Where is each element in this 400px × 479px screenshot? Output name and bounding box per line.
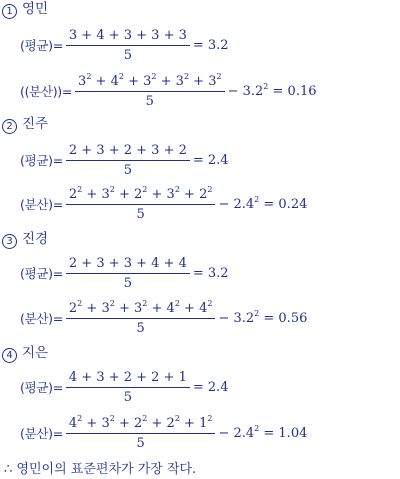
variance-tail: − $3.2^2 = 0.16$ — [227, 81, 317, 99]
mean-label: (평균)= — [20, 153, 63, 168]
student-heading — [2, 116, 48, 134]
variance-label: ((분산))= — [20, 84, 73, 99]
mean-fraction — [66, 28, 190, 63]
variance-denominator: 5 — [145, 93, 154, 109]
variance-equation — [20, 413, 307, 453]
student-name: 지은 — [22, 345, 49, 361]
number-marker: 2 — [2, 119, 17, 134]
mean-denominator: 5 — [123, 275, 133, 291]
variance-denominator: 5 — [136, 320, 145, 336]
mean-denominator: 5 — [123, 389, 133, 405]
student-heading — [2, 345, 48, 363]
number-marker: 3 — [2, 234, 17, 249]
mean-numerator: 3 + 4 + 3 + 3 + 3 — [66, 28, 190, 46]
variance-denominator: 5 — [136, 435, 145, 451]
student-name: 진주 — [22, 116, 49, 132]
student-name: 진경 — [22, 231, 49, 247]
mean-equation — [20, 253, 229, 293]
mean-result: = 3.2 — [192, 37, 229, 53]
variance-fraction — [66, 184, 216, 222]
number-marker: 1 — [2, 4, 17, 19]
variance-fraction — [66, 413, 216, 451]
mean-fraction — [66, 256, 190, 291]
conclusion-text: ∴ 영민이의 표준편차가 가장 작다. — [4, 462, 197, 477]
variance-equation — [20, 298, 307, 338]
mean-fraction — [66, 143, 190, 178]
mean-result: = 2.4 — [192, 152, 229, 168]
mean-label: (평균)= — [20, 266, 63, 281]
variance-numerator: $2^2 + 3^2 + 3^2 + 4^2 + 4^2$ — [66, 301, 216, 319]
mean-denominator: 5 — [123, 162, 133, 178]
variance-fraction — [75, 71, 225, 109]
student-heading — [2, 1, 48, 19]
variance-label: (분산)= — [20, 426, 63, 441]
mean-numerator: 4 + 3 + 2 + 2 + 1 — [66, 370, 190, 388]
variance-numerator: $3^2 + 4^2 + 3^2 + 3^2 + 3^2$ — [75, 74, 225, 92]
mean-label: (평균)= — [20, 380, 63, 395]
variance-denominator: 5 — [136, 206, 145, 222]
mean-equation — [20, 367, 229, 407]
mean-denominator: 5 — [123, 47, 133, 63]
mean-fraction — [66, 370, 190, 405]
mean-equation — [20, 25, 229, 65]
mean-numerator: 2 + 3 + 3 + 4 + 4 — [66, 256, 190, 274]
variance-label: (분산)= — [20, 311, 63, 326]
mean-result: = 3.2 — [192, 265, 229, 281]
mean-equation — [20, 140, 229, 180]
variance-fraction — [66, 298, 216, 336]
variance-tail: − $2.4^2 = 1.04$ — [218, 423, 308, 441]
variance-equation — [20, 71, 317, 111]
mean-result: = 2.4 — [192, 379, 229, 395]
variance-equation — [20, 184, 307, 224]
variance-tail: − $3.2^2 = 0.56$ — [218, 308, 308, 326]
student-name: 영민 — [22, 1, 49, 17]
student-heading — [2, 231, 48, 249]
variance-numerator: $4^2 + 3^2 + 2^2 + 2^2 + 1^2$ — [66, 416, 216, 434]
number-marker: 4 — [2, 348, 17, 363]
mean-numerator: 2 + 3 + 2 + 3 + 2 — [66, 143, 190, 161]
variance-numerator: $2^2 + 3^2 + 2^2 + 3^2 + 2^2$ — [66, 187, 216, 205]
variance-tail: − $2.4^2 = 0.24$ — [218, 194, 308, 212]
variance-label: (분산)= — [20, 197, 63, 212]
mean-label: (평균)= — [20, 38, 63, 53]
